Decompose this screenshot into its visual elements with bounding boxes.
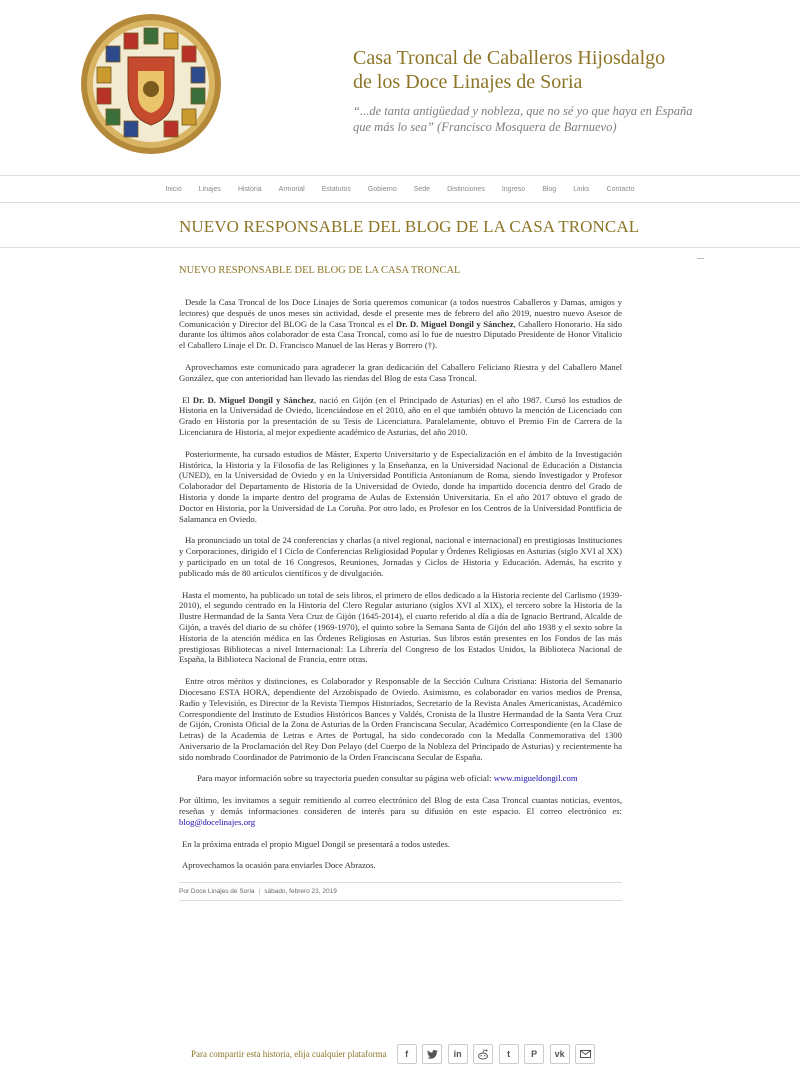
site-quote-line1: “...de tanta antigüedad y nobleza, que no sé yo que haya en España [353, 104, 693, 118]
post-paragraph-1 [179, 297, 622, 351]
nav-item-sede[interactable]: Sede [413, 185, 431, 193]
p1-bold-name: Dr. D. Miguel Dongil y Sánchez [395, 318, 514, 329]
tumblr-icon[interactable] [499, 1044, 519, 1064]
site-quote-line2: que más lo sea” (Francisco Mosquera de Barnuevo) [353, 120, 617, 134]
vk-icon[interactable] [550, 1044, 570, 1064]
post-paragraph-2: Aprovechamos este comunicado para agradecer la gran dedicación del Caballero Feliciano Riestra y del Caballero Manel González, que con anterioridad han llevado las riendas del Blog de esta Casa Troncal. [179, 361, 622, 383]
post-paragraph-7: Entre otros méritos y distinciones, es Colaborador y Responsable de la Sección Cultura Cristiana: Historia del Semanario Diocesano ESTA HORA, dependiente del Arzobispado de Oviedo. Asimismo, es colaborador en varios medios de Prensa, Radio y Televisión, es Director de la Revista Tiempos Historiados, Secretario de la Revista Anales Americanistas, Académico Correspondiente del Instituto de Estudios Históricos Bances y Valdés, Cronista de la Ilustre Hermandad de la Santa Vera Cruz de Gijón, Cronista Oficial de la Zona de Asturias de la Orden Franciscana Secular, Académico Correspondiente (en la Clase de Letras) de la Academia de Letras e Artes de Portugal, ha sido condecorado con la Medalla Conmemorativa del 1300 Aniversario de la Proclamación del Rey Don Pelayo (del Cuerpo de la Nobleza del Principado de Asturias) y recientemente ha sido nombrado Coordinador de Patrimonio de la Orden Franciscana Secular de España. [179, 676, 622, 762]
linkedin-glyph: in [453, 1049, 462, 1059]
p3-text-c: , nació en Gijón (en el Principado de Asturias) en el año 1987. Cursó los estudios de Historia en la Universidad de Oviedo, licenciándose en el 2010, año en el que también obtuvo la mención de Licenciado con Grado en Historia por la presentación de su Tesis de Licenciatura. Paralelamente, obtuvo el Premio Fin de Carrera de la Licenciatura de Historia, al mejor expediente académico de Asturias, del año 2010. [179, 394, 622, 437]
post-date: sábado, febrero 23, 2019 [264, 888, 337, 896]
vk-glyph: vk [554, 1049, 565, 1059]
pinterest-glyph: P [531, 1049, 538, 1059]
tumblr-glyph: t [507, 1049, 511, 1059]
post-paragraph-8 [179, 773, 622, 784]
page-title: NUEVO RESPONSABLE DEL BLOG DE LA CASA TRONCAL [179, 217, 640, 236]
meta-separator: | [258, 888, 261, 896]
p1-text-a: Desde la Casa Troncal de los Doce Linajes de Soria queremos comunicar (a todos nuestros Caballeros y Damas, amigos y lectores) que después de unos meses sin actividad, desde el presente mes de febrero del año 2019, nuestro nuevo Asesor de Comunicación y Director del BLOG de la Casa Troncal es el [179, 297, 622, 329]
nav-item-gobierno[interactable]: Gobierno [367, 185, 397, 193]
reddit-icon[interactable] [473, 1044, 493, 1064]
post-paragraph-5: Ha pronunciado un total de 24 conferencias y charlas (a nivel regional, nacional e internacional) en prestigiosas Instituciones y Corporaciones, dirigido el I Ciclo de Conferencias Religiosidad Popular y Órdenes Religiosas en Asturias (siglo XVI al XX) y participado en un total de 16 Congresos, Reuniones, Jornadas y Ciclos de Historia y Educación. Además, ha escrito y publicado más de 80 artículos científicos y de divulgación. [179, 535, 622, 578]
blog-post [179, 264, 622, 901]
nav-item-links[interactable]: Links [573, 185, 590, 193]
share-label: Para compartir esta historia, elija cualquier plataforma [191, 1049, 387, 1059]
p3-bold-name: Dr. D. Miguel Dongil y Sánchez [192, 394, 314, 405]
nav-item-ingreso[interactable]: Ingreso [501, 185, 526, 193]
post-paragraph-11: Aprovechamos la ocasión para enviarles Doce Abrazos. [182, 860, 376, 871]
post-meta [179, 882, 622, 901]
share-bar [191, 1043, 631, 1065]
nav-item-armorial[interactable]: Armorial [278, 185, 305, 193]
p3-text-a: El [182, 394, 193, 405]
site-quote [353, 103, 723, 135]
email-link[interactable]: blog@docelinajes.org [179, 816, 256, 827]
post-paragraph-10: En la próxima entrada el propio Miguel Dongil se presentará a todos ustedes. [182, 838, 451, 849]
nav-item-inicio[interactable]: Inicio [165, 185, 182, 193]
post-paragraph-3 [179, 395, 622, 438]
post-title[interactable]: NUEVO RESPONSABLE DEL BLOG DE LA CASA TRONCAL [179, 265, 461, 276]
site-title-line2: de los Doce Linajes de Soria [353, 71, 583, 93]
site-title[interactable] [353, 46, 665, 94]
post-paragraph-4: Posteriormente, ha cursado estudios de Máster, Experto Universitario y de Especialización en el ámbito de la Investigación Histórica, la Historia y la Filosofía de las Religiones y la Enseñanza, en la Universidad Nacional de Educación a Distancia (UNED), en la Universidad de Oviedo y en la Universidad Pontificia Antonianum de Roma, siendo Investigador y Profesor Colaborador del Departamento de Historia de la Universidad de Oviedo, donde ha impartido docencia dentro del Grado de Historia y donde la imparte dentro del programa de Aulas de Extensión Universitaria. En el año 2017 obtuvo el grado de Doctor en Historia, por la Universidad de La Coruña. Por otro lado, es Profesor en los Centros de la Universidad Pontificia de Salamanca en Oviedo. [179, 448, 622, 524]
post-body [179, 297, 622, 871]
post-paragraph-9 [179, 795, 622, 827]
site-title-line1: Casa Troncal de Caballeros Hijosdalgo [353, 47, 666, 69]
pinterest-icon[interactable] [524, 1044, 544, 1064]
p9-text: Por último, les invitamos a seguir remitiendo al correo electrónico del Blog de esta Casa Troncal cuantas noticias, eventos, reseñas y demás informaciones consideren de interés para su difusión en este espacio. El correo electrónico es: [179, 795, 622, 817]
nav-item-distinciones[interactable]: Distinciones [447, 185, 485, 193]
nav-item-estatutos[interactable]: Estatutos [321, 185, 351, 193]
nav-item-linajes[interactable]: Linajes [198, 185, 221, 193]
site-header [0, 0, 800, 172]
post-paragraph-6: Hasta el momento, ha publicado un total de seis libros, el primero de ellos dedicado a la Historia reciente del Carlismo (1939-2010), el segundo centrado en la Historia del Clero Regular asturiano (siglos XVI al XIX), el tercero sobre la Historia de la Ilustre Hermandad de la Santa Vera Cruz de Gijón (1645-2014), el cuarto referido al día a día de Ignacio Bertrand, Alcalde de Gijón, a través del diario de su chófer (1969-1970), el quinto sobre la Semana Santa de Gijón del año 1938 y el sexto sobre la Historia de la atención médica en las Órdenes Religiosas en Asturias. Sus libros están presentes en los Fondos de las más prestigiosas Bibliotecas a nivel Internacional: La Librería del Congreso de los Estados Unidos, la Biblioteca Nacional de España, la Biblioteca Nacional de Francia, entre otras. [179, 589, 622, 665]
p1-text-c: , Caballero Honorario. Ha sido durante los últimos años colaborador de esta Casa Troncal, como así lo fue de nuestro Diputado Presidente de Honor Vitalicio el Caballero Linaje el Dr. D. Francisco Manuel de las Heras y Borrero (†). [179, 318, 622, 351]
nav-item-historia[interactable]: Historia [237, 185, 262, 193]
nav-list [0, 176, 800, 202]
linkedin-icon[interactable] [448, 1044, 468, 1064]
facebook-icon[interactable] [397, 1044, 417, 1064]
email-icon[interactable] [575, 1044, 595, 1064]
main-nav [0, 175, 800, 203]
coat-of-arms-icon[interactable] [80, 13, 222, 155]
sidebar-divider [697, 258, 704, 259]
post-author[interactable]: Por Doce Linajes de Soria [179, 888, 255, 896]
website-link[interactable]: www.migueldongil.com [493, 773, 578, 784]
nav-item-blog[interactable]: Blog [542, 185, 557, 193]
nav-item-contacto[interactable]: Contacto [606, 185, 635, 193]
twitter-icon[interactable] [422, 1044, 442, 1064]
page-heading-bar [0, 201, 800, 248]
p8-text: Para mayor información sobre su trayectoria pueden consultar su página web oficial: [197, 773, 494, 784]
facebook-glyph: f [405, 1049, 409, 1059]
